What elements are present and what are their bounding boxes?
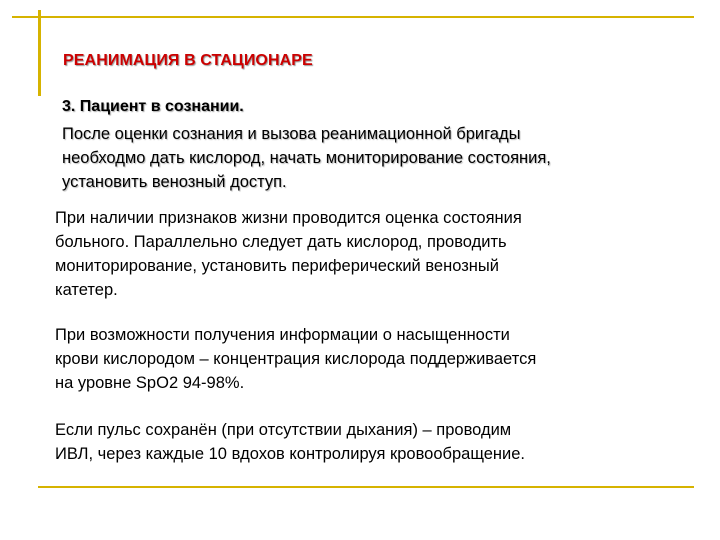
top-decorative-rule	[12, 16, 694, 18]
intro-paragraph: После оценки сознания и вызова реанимационной бригады необходмо дать кислород, начать мониторирование состояния, установить венозный доступ.	[62, 125, 551, 191]
bottom-decorative-rule	[38, 486, 694, 488]
left-decorative-rule	[38, 10, 41, 96]
section-heading: 3. Пациент в сознании.	[62, 98, 244, 115]
slide-title: РЕАНИМАЦИЯ В СТАЦИОНАРЕ	[63, 52, 313, 69]
body-paragraph-signs-of-life: При наличии признаков жизни проводится оценка состояния больного. Параллельно следует дать кислород, проводить мониторирование, установить периферический венозный катетер.	[55, 209, 522, 299]
body-paragraph-ventilation: Если пульс сохранён (при отсутствии дыхания) – проводим ИВЛ, через каждые 10 вдохов контролируя кровообращение.	[55, 421, 525, 463]
body-paragraph-oxygen-saturation: При возможности получения информации о насыщенности крови кислородом – концентрация кислорода поддерживается на уровне SpO2 94-98%.	[55, 326, 537, 392]
